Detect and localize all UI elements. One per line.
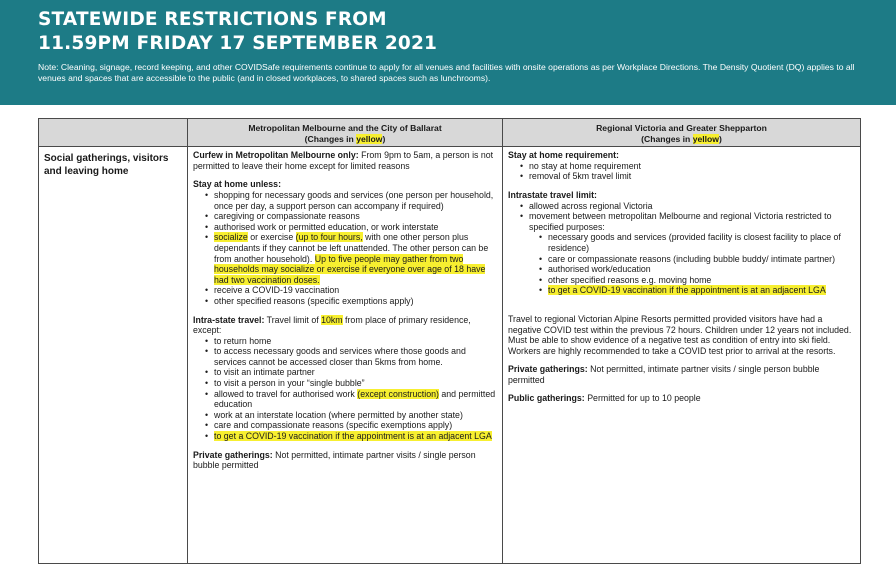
regional-private [508,364,855,385]
regional-stay-home-heading-text: Stay at home requirement: [508,150,619,161]
header-metro [188,119,503,147]
list-item: • necessary goods and services (provided facility is closest facility to place of residence) [539,232,855,253]
metro-intrastate-post: from place of primary residence, except: [193,314,471,336]
metro-private-text: Not permitted, intimate partner visits / single person bubble permitted [193,449,476,471]
metro-private [193,450,497,471]
regional-cell [503,147,861,564]
list-item: • authorised work or permitted education, or work interstate [205,222,497,233]
regional-intrastate-list [520,201,855,296]
highlight-regional-vaccination: to get a COVID-19 vaccination if the appointment is at an adjacent LGA [548,285,826,296]
metro-stay-home-heading-text: Stay at home unless: [193,179,281,190]
socialize-mid: or exercise [247,232,296,243]
list-item: • caregiving or compassionate reasons [205,211,497,222]
metro-curfew-text: From 9pm to 5am, a person is not permitted to leave their home except for limited reasons [193,150,494,171]
regional-private-heading: Private gatherings: [508,364,588,375]
table-row [39,147,861,564]
page-title [38,8,858,56]
list-item: • other specified reasons e.g. moving home [539,275,855,286]
regional-private-text: Not permitted, intimate partner visits / single person bubble permitted [508,364,820,385]
metro-intrastate-heading: Intra-state travel: [193,314,265,325]
title-line-2: 11.59PM FRIDAY 17 SEPTEMBER 2021 [38,33,438,54]
list-item: • to visit a person in your “single bubble” [205,378,497,389]
metro-intrastate-pre: Travel limit of [264,314,322,325]
list-item [205,389,497,410]
list-item [539,285,855,296]
header-regional-changes-word: yellow [692,133,719,144]
list-item: • to return home [205,336,497,347]
list-item: • shopping for necessary goods and services (one person per household, once per day, a support person can accompany if required) [205,190,497,211]
list-item: • no stay at home requirement [520,161,855,172]
metro-curfew-heading: Curfew in Metropolitan Melbourne only: [193,150,359,161]
authorised-pre: allowed to travel for authorised work [214,388,358,399]
highlight-socialize: socialize [214,232,248,243]
highlight-10km: 10km [321,314,343,325]
metro-intrastate-list [205,336,497,442]
regional-public-heading: Public gatherings: [508,393,585,404]
header-banner [0,0,896,105]
highlight-metro-vaccination: to get a COVID-19 vaccination if the appointment is at an adjacent LGA [214,431,492,442]
header-metro-changes-suffix: ) [382,133,386,144]
header-metro-name: Metropolitan Melbourne and the City of Ballarat [248,123,442,133]
highlight-except-construction: (except construction) [357,388,439,399]
list-item [520,211,855,296]
regional-intrastate-heading-text: Intrastate travel limit: [508,189,597,200]
header-metro-changes-prefix: (Changes in [304,133,357,144]
metro-cell [188,147,503,564]
authorised-post: and permitted education [214,388,496,410]
list-item: • care and compassionate reasons (specific exemptions apply) [205,420,497,431]
list-item: • to access necessary goods and services where those goods and services cannot be accessed closer than 5kms from home. [205,346,497,367]
highlight-four-hours: (up to four hours, [295,232,363,243]
regional-intrastate-heading [508,190,855,201]
list-item: • allowed across regional Victoria [520,201,855,212]
metro-stay-home-list [205,190,497,307]
metro-intrastate [193,315,497,336]
regional-alpine-text: Travel to regional Victorian Alpine Resorts permitted provided visitors have had a negative COVID test within the previous 72 hours. Children under 12 years not included. Must be able to show evidence of a negative test as condition of entry into ski field. Workers are highly recommended to take a COVID test prior to arrival at the resorts. [508,313,852,356]
socialize-text: with one other person plus dependants if they cannot be left unattended. The other person can be from another household). [214,232,489,264]
list-item: • authorised work/education [539,264,855,275]
header-regional [503,119,861,147]
metro-private-heading: Private gatherings: [193,449,273,460]
list-item: • removal of 5km travel limit [520,171,855,182]
table-header-row [39,119,861,147]
list-item [205,232,497,285]
regional-sub-list [539,232,855,296]
regional-public-text: Permitted for up to 10 people [584,393,701,404]
banner-note: Note: Cleaning, signage, record keeping, and other COVIDSafe requirements continue to apply for all venues and facilities with onsite operations as per Workplace Directions. The Density Quotient (DQ) applies to all venues and spaces that are accessible to the public (and in closed workplaces, to shared spaces such as lunchrooms). [38,62,855,84]
header-regional-changes-prefix: (Changes in [641,133,693,144]
list-item: • work at an interstate location (where permitted by another state) [205,410,497,421]
header-regional-name: Regional Victoria and Greater Shepparton [596,123,767,133]
regional-public [508,393,855,404]
movement-text: movement between metropolitan Melbourne and regional Victoria restricted to specified purposes: [529,211,832,232]
restrictions-table [38,118,861,564]
highlight-five-people: Up to five people may gather from two households may socialize or exercise if everyone over age of 18 have had two vaccination doses. [214,253,486,285]
list-item: • care or compassionate reasons (including bubble buddy/ intimate partner) [539,254,855,265]
regional-stay-home-heading [508,150,855,161]
header-regional-changes-suffix: ) [718,133,722,144]
metro-stay-home-heading [193,179,497,190]
row-label: Social gatherings, visitors and leaving home [39,147,188,564]
list-item [205,431,497,442]
header-empty-cell [39,119,188,147]
regional-stay-home-list [520,161,855,182]
metro-curfew [193,150,497,171]
list-item: • to visit an intimate partner [205,367,497,378]
list-item: • receive a COVID-19 vaccination [205,285,497,296]
title-line-1: STATEWIDE RESTRICTIONS FROM [38,9,387,30]
header-metro-changes-word: yellow [356,133,383,144]
list-item: • other specified reasons (specific exemptions apply) [205,296,497,307]
